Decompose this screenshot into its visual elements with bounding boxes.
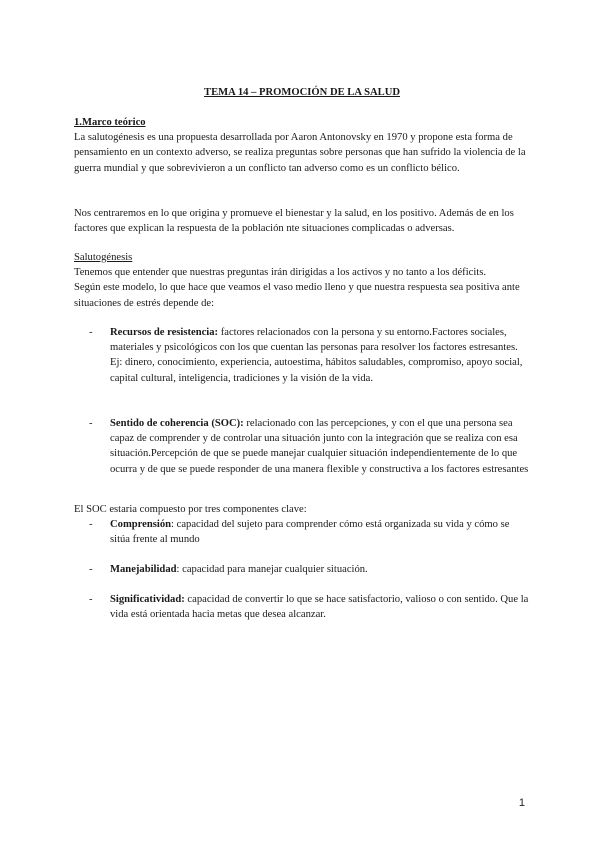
bullet-text: capacidad de convertir lo que se hace satisfactorio, valioso o con sentido. Que la vida está orientada hacia metas que desea alcanzar. xyxy=(110,594,529,621)
list-item xyxy=(74,517,530,547)
list-item xyxy=(74,416,530,477)
bullet-significatividad xyxy=(74,592,530,622)
bullet-dash: - xyxy=(89,594,93,605)
bullet-term: Significatividad: xyxy=(110,594,185,605)
bullet-term: Recursos de resistencia: xyxy=(110,327,219,338)
bullet-dash: - xyxy=(89,519,93,531)
section-marco-teorico xyxy=(74,115,530,176)
bullet-soc xyxy=(74,416,530,477)
paragraph-focus xyxy=(74,206,530,236)
subheading: Salutogénesis xyxy=(74,252,133,263)
paragraph-text: Nos centraremos en lo que origina y promueve el bienestar y la salud, en los positivo. Además de en los factores que explican la respuesta de la población nte situaciones complicadas o adversas. xyxy=(74,208,514,235)
bullet-text: : capacidad para manejar cualquier situación. xyxy=(176,564,368,575)
list-item xyxy=(74,562,530,577)
section-salutogenesis xyxy=(74,250,530,311)
list-item xyxy=(74,592,530,622)
page-number: 1 xyxy=(518,797,525,809)
bullet-text: relacionado con las percepciones, y con el que una persona sea capaz de comprender y de controlar una situación junto con la integración que se realiza con esa situación.Percepción de que se puede manejar cualquier situación independientemente de lo que ocurra y de que se puede responder de una manera flexible y constructiva a los factores estresantes xyxy=(110,418,529,475)
bullet-dash: - xyxy=(89,418,93,429)
paragraph-text: El SOC estaria compuesto por tres componentes clave: xyxy=(74,504,307,515)
bullet-text: : capacidad del sujeto para comprender cómo está organizada su vida y cómo se sitúa frente al mundo xyxy=(110,519,510,546)
soc-intro xyxy=(74,502,530,548)
paragraph-text: Según este modelo, lo que hace que veamos el vaso medio lleno y que nuestra respuesta sea positiva ante situaciones de estrés depende de: xyxy=(74,282,520,309)
bullet-term: Sentido de coherencia (SOC): xyxy=(110,418,244,429)
bullet-recursos xyxy=(74,325,530,386)
bullet-term: Manejabilidad xyxy=(110,564,177,575)
section-heading: 1.Marco teórico xyxy=(74,117,146,128)
document-title: TEMA 14 – PROMOCIÓN DE LA SALUD xyxy=(204,87,400,98)
paragraph-text: Tenemos que entender que nuestras preguntas irán dirigidas a los activos y no tanto a los déficits. xyxy=(74,267,487,279)
bullet-text: factores relacionados con la persona y su entorno.Factores sociales, materiales y psicológicos con los que cuentan las personas para resolver los factores estresantes. Ej: dinero, conocimiento, experiencia, autoestima, hábitos saludables, compromiso, apoyo social, capital cultural, inteligencia, tradiciones y la visión de la vida. xyxy=(110,327,523,384)
bullet-dash: - xyxy=(89,564,93,575)
list-item xyxy=(74,325,530,386)
paragraph-intro: La salutogénesis es una propuesta desarrollada por Aaron Antonovsky en 1970 y propone esta forma de pensamiento en un contexto adverso, se realiza preguntas sobre personas que han sufrido la violencia de la guerra mundial y que sobrevivieron a un conflicto tan adverso como es un conflicto bélico. xyxy=(74,132,526,174)
bullet-term: Comprensión xyxy=(110,519,172,531)
bullet-dash: - xyxy=(89,327,93,338)
bullet-manejabilidad xyxy=(74,562,530,577)
